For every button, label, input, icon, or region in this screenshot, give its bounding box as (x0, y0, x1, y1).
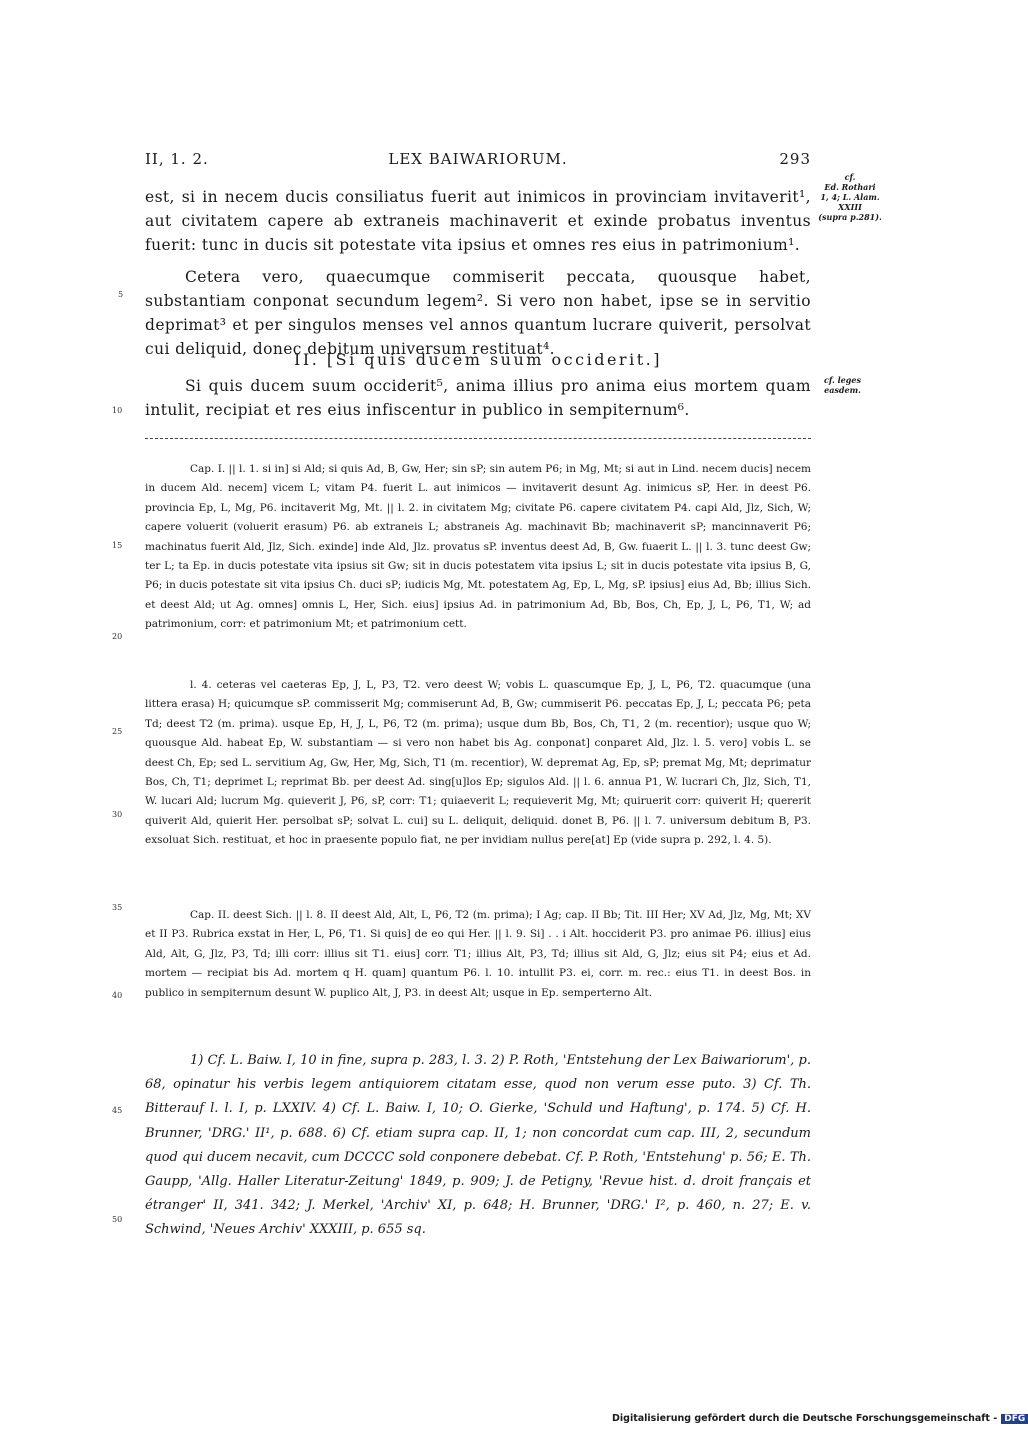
margin-note-rothari: cf. Ed. Rothari 1, 4; L. Alam. XXIII (supra p.281). (818, 172, 882, 222)
footnotes (145, 1049, 811, 1243)
paragraph: Cetera vero, quaecumque commiserit peccata, quousque habet, substantiam conponat secundum legem². Si vero non habet, ipse se in servitio deprimat³ et per singulos menses vel annos quantum lucrare quiverit, persolvat cui deliquid, donec debitum universum restituat⁴. (145, 268, 811, 358)
paragraph: est, si in necem ducis consiliatus fuerit aut inimicos in provinciam invitaverit¹, aut civitatem capere ab extraneis machinaverit et exinde probatus inventus fuerit: tunc in ducis sit potestate vita ipsius et omnes res eius in patrimonium¹. (145, 188, 811, 254)
digitization-credit (612, 1413, 1028, 1424)
line-number: 40 (112, 991, 123, 1000)
line-number: 30 (112, 810, 123, 819)
credit-text: Digitalisierung gefördert durch die Deutsche Forschungsgemeinschaft - (612, 1413, 998, 1424)
line-number: 50 (112, 1215, 123, 1224)
apparatus-entry: l. 4. ceteras vel caeteras Ep, J, L, P3, T2. vero deest W; vobis L. quascumque Ep, J, L, P6, T2. quacumque (una littera erasa) H; quicumque sP. commisserit Mg; commiserunt Ad, B, Gw; cummiserit P6. peccatas Ep, J, L; peccata P6; peta Td; deest T2 (m. prima). usque Ep, H, J, L, P6, T2 (m. prima); usque dum Bb, Bos, Ch, T1, 2 (m. recentior); usque quo W; quousque Ald. habeat Ep, W. substantiam — si vero non habet bis Ag. conponat] conparet Ald, Jlz. l. 5. vero] vobis L. se deest Ch, Ep; sed L. servitium Ag, Gw, Her, Mg, Sich, T1 (m. recentior), W. depremat Ag, Ep, sP; premat Mg, Mt; deprimatur Bos, Ch, T1; deprimet L; reprimat Bb. per deest Ad. sing[u]los Ep; sigulos Ald. || l. 6. annua P1, W. lucrari Ch, Jlz, Sich, T1, W. lucari Ald; lucrum Mg. quieverit J, P6, sP, corr: T1; quiaeverit L; requieverit Mg, Mt; quiruerit corr: quiverit H; quererit quiverit Ald, quierit Her. persolbat sP; solvat L. cui] su L. deliquit, deliquid. donet B, P6. || l. 7. universum debitum B, P3. exsoluat Sich. restituat, et hoc in praesente populo fiat, ne per invidiam nullus pere[at] Ep (vide supra p. 292, l. 4. 5). (145, 679, 811, 847)
main-text-cap2 (145, 374, 811, 422)
page-number: 293 (779, 150, 811, 168)
apparatus-entry: Cap. I. || l. 1. si in] si Ald; si quis Ad, B, Gw, Her; sin sP; sin autem P6; in Mg, Mt; si aut in Lind. necem ducis] necem in ducem Ald. necem] vicem L; vitam P4. fuerit L. aut inimicos — invitaverit desunt Ag. inimicus sP, Her. in deest P6. provincia Ep, L, Mg, P6. incitaverit Mg, Mt. || l. 2. in civitatem Mg; civitate P6. capere civitatem P4. capi Ald, Jlz, Sich, W; capere voluerit (voluerit erasum) P6. ab extraneis L; abstraneis Ag. machinavit Bb; machinaverit sP; mancinnaverit P6; machinatus fuerit Ald, Jlz, Sich. exinde] inde Ald, Jlz. provatus sP. inventus deest Ad, B, Gw. fuaerit L. || l. 3. tunc deest Gw; ter L; ta Ep. in ducis potestate vita ipsius sit Gw; sit in ducis potestatem vita ipsius L; sit in ducis potestate vita ipsius B, G, P6; in ducis potestate sit vita ipsius Ch. duci sP; iudicis Mg, Mt. potestatem Ag, Ep, L, Mg, sP. ipsius] eius Ad, Bb; illius Sich. et deest Ald; ut Ag. omnes] omnis L, Her, Sich. eius] ipsius Ad. in patrimonium Ad, Bb, Bos, Ch, Ep, J, L, P6, T1, W; ad patrimonium, corr: et patrimonium Mt; et patrimonium cett. (145, 463, 811, 631)
line-number: 5 (118, 290, 124, 299)
apparatus-entry: Cap. II. deest Sich. || l. 8. II deest Ald, Alt, L, P6, T2 (m. prima); I Ag; cap. II Bb; Tit. III Her; XV Ad, Jlz, Mg, Mt; XV et II P3. Rubrica exstat in Her, L, P6, T1. Si quis] de eo qui Her. || l. 9. Si] . . i Alt. hocciderit P3. pro animae P6. illius] eius Ald, Alt, G, Jlz, P3, Td; illi corr: illius sit T1. eius] corr. T1; illius Alt, P3, Td; illius sit Ald, G, Jlz; eius sit P4; eius et Ad. mortem — recipiat bis Ad. mortem q H. quam] quantum P6. l. 10. intullit P3. ei, corr. m. rec.: eius T1. in deest Bos. in publico in sempiternum desunt W. puplico Alt, J, P3. in deest Alt; usque in Ep. semperterno Alt. (145, 909, 811, 999)
apparatus-cap2 (145, 906, 811, 1003)
section-title: II. [Si quis ducem suum occiderit.] (294, 350, 662, 369)
divider (145, 438, 811, 439)
line-number: 25 (112, 727, 123, 736)
line-number: 20 (112, 632, 123, 641)
line-number: 35 (112, 903, 123, 912)
margin-note-leges: cf. leges easdem. (824, 375, 861, 395)
line-number: 45 (112, 1106, 123, 1115)
paragraph: Si quis ducem suum occiderit⁵, anima illius pro anima eius mortem quam intulit, recipiat et res eius infiscentur in publico in sempiternum⁶. (145, 377, 811, 419)
running-header (145, 150, 811, 174)
line-number: 10 (112, 406, 123, 415)
apparatus-l4 (145, 676, 811, 851)
apparatus-cap1 (145, 460, 811, 635)
chapter-ref: II, 1. 2. (145, 150, 209, 168)
main-text-cap1 (145, 185, 811, 361)
line-number: 15 (112, 541, 123, 550)
dfg-logo: DFG (1001, 1414, 1028, 1424)
footnote-text: 1) Cf. L. Baiw. I, 10 in fine, supra p. 283, l. 3. 2) P. Roth, 'Entstehung der Lex Baiwariorum', p. 68, opinatur his verbis legem antiquiorem citatam esse, quod non verum esse puto. 3) Cf. Th. Bitterauf l. l. I, p. LXXIV. 4) Cf. L. Baiw. I, 10; O. Gierke, 'Schuld und Haftung', p. 174. 5) Cf. H. Brunner, 'DRG.' II¹, p. 688. 6) Cf. etiam supra cap. II, 1; non concordat cum cap. III, 2, secundum quod qui ducem necavit, cum DCCCC sold conponere debebat. Cf. P. Roth, 'Entstehung' p. 56; E. Th. Gaupp, 'Allg. Haller Literatur-Zeitung' 1849, p. 909; J. de Petigny, 'Revue hist. d. droit français et étranger' II, 341. 342; J. Merkel, 'Archiv' XI, p. 648; H. Brunner, 'DRG.' I², p. 460, n. 27; E. v. Schwind, 'Neues Archiv' XXXIII, p. 655 sq. (145, 1053, 811, 1238)
page-title: LEX BAIWARIORUM. (388, 150, 568, 168)
